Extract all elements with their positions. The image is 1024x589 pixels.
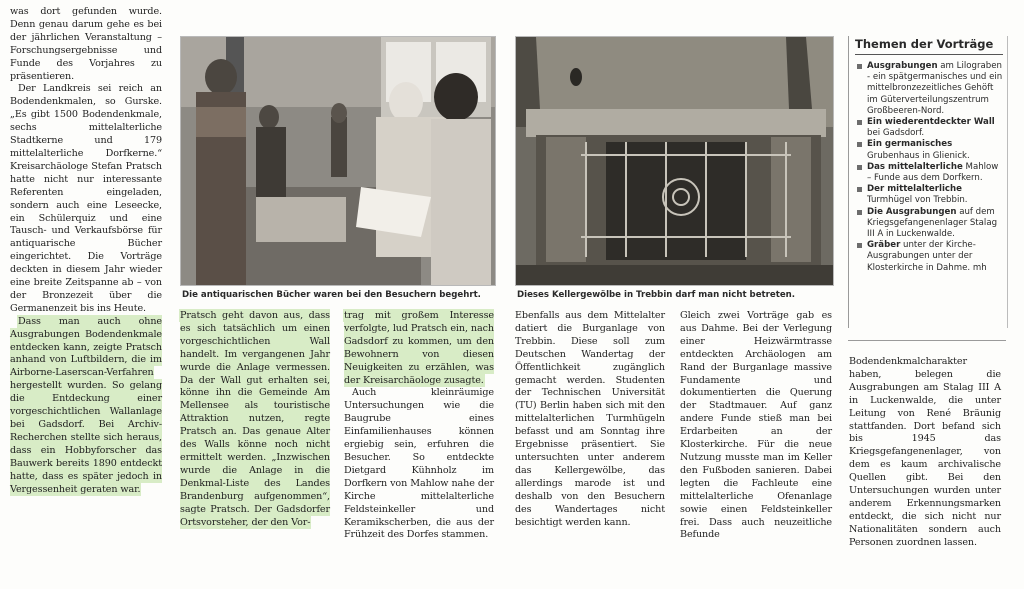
photo-cellar-vault (515, 36, 834, 286)
topic-item (857, 207, 1003, 241)
topic-item-text: Grubenhaus in Glienick. (867, 150, 970, 161)
topic-item-bold: Ausgrabungen (867, 61, 938, 71)
highlighted-text: Pratsch geht davon aus, dass es sich tatsächlich um einen vorgeschichtlichen Wall handelt. Im vergangenen Jahr wurde die Anlage vermessen. Da der Wall gut erhalten sei, könne ihn die Gemeinde Am Mellensee als touristische Attraktion nutzen, regte Pratsch an. Das genaue Alter des Walls könne noch nicht ermittelt werden. „Inzwischen wurde die Anlage in die Denkmal-Liste des Landes Brandenburg aufgenommen“, sagte Pratsch. Der Gadsdorfer Ortsvorsteher, der den Vor- (180, 310, 330, 528)
highlighted-paragraph (344, 310, 494, 387)
paragraph: Ebenfalls aus dem Mittelalter datiert die Burganlage von Trebbin. Diese soll zum Deutschen Wandertag der Öffentlichkeit zugänglich gemacht werden. Studenten der Technischen Universität (TU) Berlin haben sich mit den mittelalterlichen Turmhügeln befasst und am Sonntag ihre Ergebnisse präsentiert. Sie untersuchten unter anderem das Kellergewölbe, das allerdings marode ist und deshalb von den Besuchern des Wandertages nicht besichtigt werden kann. (515, 310, 665, 528)
highlighted-text: Dass man auch ohne Ausgrabungen Bodendenkmale entdecken kann, zeigte Pratsch anhand von Luftbildern, die im Airborne-Laserscan-Verfahren hergestellt wurden. So gelang die Entdeckung einer vorgeschichtlichen Wallanlage bei Gadsdorf. Bei Archiv-Recherchen stellte sich heraus, dass ein Hobbyforscher das Bauwerk bereits 1890 entdeckt hatte, dass es später jedoch in Vergessenheit geraten war. (10, 315, 162, 495)
topic-item-text: am Lilograben - ein spätgermanisches und ein mittelbronzezeitliches Gehöft im Güterverteilungszentrum Großbeeren-Nord. (867, 61, 1003, 116)
photo-caption-1: Die antiquarischen Bücher waren bei den Besuchern begehrt. (182, 290, 481, 300)
paragraph: Auch kleinräumige Untersuchungen wie die Baugrube eines Einfamilienhauses können ergiebig sein, erfuhren die Besucher. So entdeckte Dietgard Kühnholz im Dorfkern von Mahlow nahe der Kirche mittelalterliche Feldsteinkeller und Keramikscherben, die aus der Frühzeit des Dorfes stammen. (344, 387, 494, 541)
topic-item-bold: Ein wiederentdeckter Wall (867, 117, 995, 128)
paragraph: Gleich zwei Vorträge gab es aus Dahme. Bei der Verlegung einer Heizwärmtrasse entdeckten Archäologen am Rand der Burganlage massive Fundamente und dokumentierten die Querung der Stadtmauer. Auf ganz andere Funde stieß man bei Erdarbeiten an der Klosterkirche. Für die neue Nutzung musste man im Keller den Fußboden sanieren. Dabei legten die Fachleute eine mittelalterliche Ofenanlage sowie einen Feldsteinkeller frei. Dass auch neuzeitliche Befunde (680, 310, 832, 541)
photo-caption-2: Dieses Kellergewölbe in Trebbin darf man nicht betreten. (517, 290, 796, 300)
topics-sidebar-box (848, 36, 1008, 328)
bullet-square-icon (857, 64, 862, 69)
topic-item-text: Turmhügel von Trebbin. (867, 195, 968, 206)
highlighted-paragraph (10, 316, 162, 497)
topics-list (857, 61, 1003, 274)
article-column-6 (849, 356, 1001, 550)
paragraph: Der Landkreis sei reich an Bodendenkmalen, so Gurske. „Es gibt 1500 Bodendenkmale, sechs mittelalterliche Stadtkerne und 179 mittelalterliche Dorfkerne.“ Kreisarchäologe Stefan Pratsch hatte nicht nur interessante Referenten eingeladen, sondern auch eine Leseecke, ein Schülerquiz und eine Tausch- und Verkaufsbörse für antiquarische Bücher eingerichtet. Die Vorträge deckten in diesem Jahr wieder eine breite Zeitspanne ab – von der Bronzezeit über die Germanenzeit bis ins Heute. (10, 83, 162, 314)
bullet-square-icon (857, 120, 862, 125)
paragraph: Bodendenkmalcharakter haben, belegen die Ausgrabungen am Stalag III A in Luckenwalde, die unter Leitung von René Bräunig stattfanden. Dort befand sich bis 1945 das Kriegsgefangenenlager, von dem es kaum archivalische Quellen gibt. Bei den Untersuchungen wurden unter anderem Erkennungsmarken entdeckt, die sich nicht nur Nationalitäten sondern auch Personen zuordnen lassen. (849, 356, 1001, 548)
cellar-vault-photo-illustration (516, 37, 833, 285)
bullet-square-icon (857, 187, 862, 192)
photo-book-sale (180, 36, 496, 286)
article-column-3 (344, 310, 494, 542)
paragraph: was dort gefunden wurde. Denn genau darum gehe es bei der jährlichen Veranstaltung – Forschungsergebnisse und Funde des Vorjahres zu präsentieren. (10, 6, 162, 82)
topic-item-bold: Das mittelalterliche (867, 161, 963, 172)
topic-item (857, 240, 1003, 274)
topic-item-text: bei Gadsdorf. (867, 128, 925, 139)
topic-item-text: auf dem Kriegsgefangenenlager Stalag III A in Luckenwalde. (867, 206, 998, 240)
bullet-square-icon (857, 165, 862, 170)
topic-item-bold: Der mittelalterliche (867, 184, 962, 195)
topic-item (857, 184, 1003, 206)
topic-item-text: Mahlow – Funde aus dem Dorfkern. (867, 161, 999, 184)
article-column-2 (180, 310, 330, 529)
bullet-square-icon (857, 210, 862, 215)
topic-item-text: unter der Kirche-Ausgrabungen unter der Klosterkirche in Dahme. mh (867, 240, 987, 273)
bullet-square-icon (857, 243, 862, 248)
article-column-1 (10, 6, 162, 496)
topic-item (857, 139, 1003, 161)
article-column-5 (680, 310, 832, 542)
article-column-4 (515, 310, 665, 529)
topic-item-bold: Ein germanisches (867, 139, 953, 150)
topic-item (857, 61, 1003, 117)
topic-item (857, 162, 1003, 184)
highlighted-paragraph (180, 310, 330, 529)
bullet-square-icon (857, 142, 862, 147)
topic-item-bold: Die Ausgrabungen (867, 206, 957, 217)
topic-item (857, 117, 1003, 139)
divider (848, 340, 1006, 341)
book-sale-photo-illustration (181, 37, 495, 285)
highlighted-text: trag mit großem Interesse verfolgte, lud Pratsch ein, nach Gadsdorf zu kommen, um den Bewohnern von diesen Neuigkeiten zu erzählen, was der Kreisarchäologe zusagte. (344, 310, 494, 386)
topic-item-bold: Gräber (867, 240, 901, 251)
sidebar-title: Themen der Vorträge (855, 36, 1003, 55)
